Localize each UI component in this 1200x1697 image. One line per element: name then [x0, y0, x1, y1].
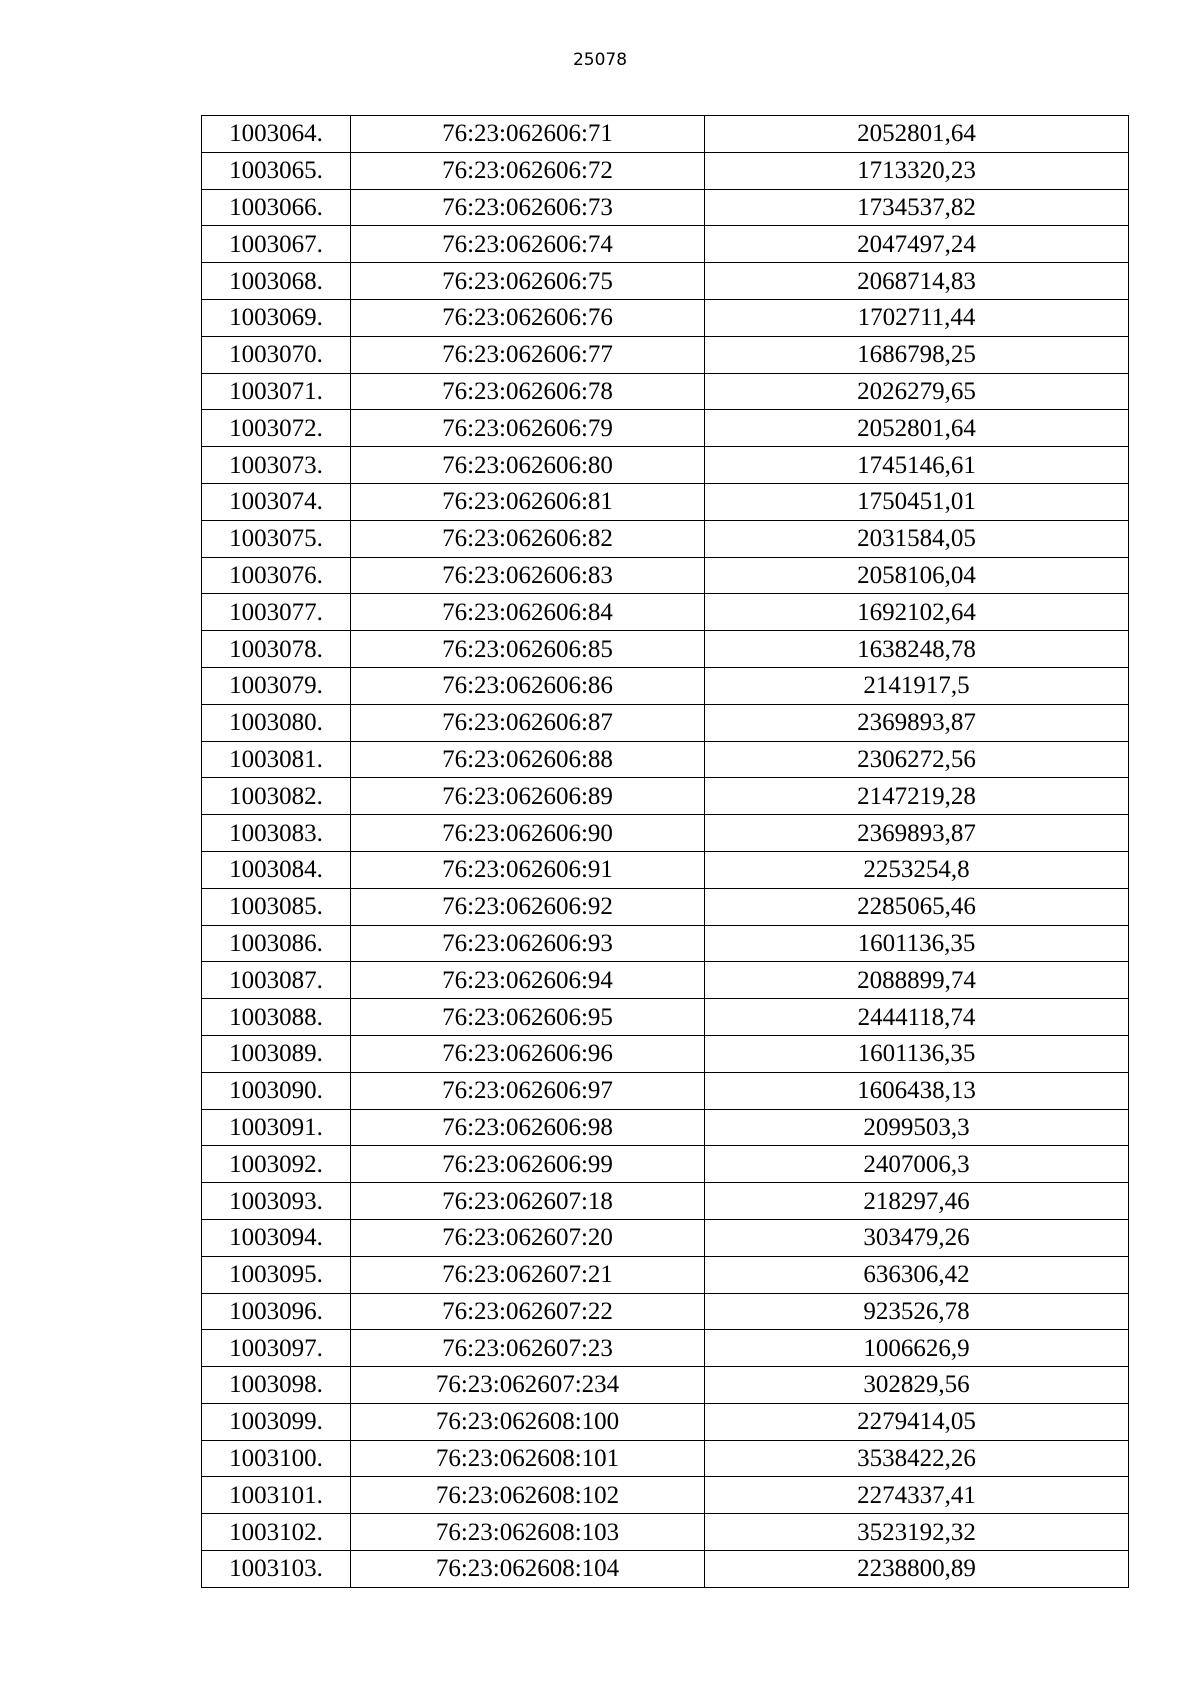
- table-row: [202, 410, 1129, 447]
- table-row: [202, 667, 1129, 704]
- row-number-cell: 1003064.: [202, 116, 351, 153]
- cadastral-value-cell: 3538422,26: [705, 1440, 1129, 1477]
- table-row: [202, 1514, 1129, 1551]
- cadastral-value-cell: 218297,46: [705, 1183, 1129, 1220]
- cadastral-number-cell: 76:23:062606:86: [351, 667, 705, 704]
- table-row: [202, 520, 1129, 557]
- cadastral-value-cell: 1702711,44: [705, 299, 1129, 336]
- cadastral-number-cell: 76:23:062606:97: [351, 1072, 705, 1109]
- cadastral-value-cell: 1006626,9: [705, 1330, 1129, 1367]
- cadastral-value-cell: 1745146,61: [705, 447, 1129, 484]
- table-row: [202, 1035, 1129, 1072]
- table-row: [202, 116, 1129, 153]
- cadastral-value-cell: 2147219,28: [705, 778, 1129, 815]
- cadastral-value-cell: 2369893,87: [705, 815, 1129, 852]
- cadastral-number-cell: 76:23:062608:101: [351, 1440, 705, 1477]
- row-number-cell: 1003067.: [202, 226, 351, 263]
- table-row: [202, 263, 1129, 300]
- table-row: [202, 704, 1129, 741]
- cadastral-number-cell: 76:23:062606:92: [351, 888, 705, 925]
- cadastral-number-cell: 76:23:062606:93: [351, 925, 705, 962]
- row-number-cell: 1003079.: [202, 667, 351, 704]
- row-number-cell: 1003095.: [202, 1256, 351, 1293]
- cadastral-value-cell: 302829,56: [705, 1367, 1129, 1404]
- cadastral-value-cell: 2285065,46: [705, 888, 1129, 925]
- table-row: [202, 1256, 1129, 1293]
- cadastral-value-cell: 2238800,89: [705, 1551, 1129, 1588]
- cadastral-value-cell: 2407006,3: [705, 1146, 1129, 1183]
- cadastral-number-cell: 76:23:062606:91: [351, 851, 705, 888]
- table-row: [202, 925, 1129, 962]
- row-number-cell: 1003069.: [202, 299, 351, 336]
- table-row: [202, 1183, 1129, 1220]
- row-number-cell: 1003103.: [202, 1551, 351, 1588]
- cadastral-number-cell: 76:23:062607:18: [351, 1183, 705, 1220]
- cadastral-number-cell: 76:23:062606:87: [351, 704, 705, 741]
- row-number-cell: 1003100.: [202, 1440, 351, 1477]
- cadastral-value-cell: 2047497,24: [705, 226, 1129, 263]
- cadastral-number-cell: 76:23:062606:77: [351, 336, 705, 373]
- row-number-cell: 1003076.: [202, 557, 351, 594]
- row-number-cell: 1003089.: [202, 1035, 351, 1072]
- cadastral-value-cell: 2369893,87: [705, 704, 1129, 741]
- cadastral-value-cell: 1734537,82: [705, 189, 1129, 226]
- cadastral-number-cell: 76:23:062606:73: [351, 189, 705, 226]
- table-row: [202, 1440, 1129, 1477]
- row-number-cell: 1003074.: [202, 483, 351, 520]
- table-row: [202, 999, 1129, 1036]
- cadastral-value-cell: 1606438,13: [705, 1072, 1129, 1109]
- cadastral-value-cell: 3523192,32: [705, 1514, 1129, 1551]
- cadastral-number-cell: 76:23:062606:85: [351, 631, 705, 668]
- row-number-cell: 1003082.: [202, 778, 351, 815]
- row-number-cell: 1003087.: [202, 962, 351, 999]
- table-row: [202, 1146, 1129, 1183]
- row-number-cell: 1003102.: [202, 1514, 351, 1551]
- table-row: [202, 226, 1129, 263]
- cadastral-value-cell: 1692102,64: [705, 594, 1129, 631]
- row-number-cell: 1003085.: [202, 888, 351, 925]
- row-number-cell: 1003066.: [202, 189, 351, 226]
- cadastral-number-cell: 76:23:062607:21: [351, 1256, 705, 1293]
- cadastral-value-cell: 923526,78: [705, 1293, 1129, 1330]
- row-number-cell: 1003086.: [202, 925, 351, 962]
- cadastral-value-cell: 2141917,5: [705, 667, 1129, 704]
- row-number-cell: 1003078.: [202, 631, 351, 668]
- row-number-cell: 1003075.: [202, 520, 351, 557]
- cadastral-number-cell: 76:23:062606:76: [351, 299, 705, 336]
- cadastral-number-cell: 76:23:062606:83: [351, 557, 705, 594]
- row-number-cell: 1003081.: [202, 741, 351, 778]
- cadastral-value-cell: 2444118,74: [705, 999, 1129, 1036]
- cadastral-number-cell: 76:23:062606:89: [351, 778, 705, 815]
- cadastral-number-cell: 76:23:062608:103: [351, 1514, 705, 1551]
- table-row: [202, 373, 1129, 410]
- cadastral-number-cell: 76:23:062608:104: [351, 1551, 705, 1588]
- table-row: [202, 1072, 1129, 1109]
- cadastral-value-cell: 1601136,35: [705, 1035, 1129, 1072]
- cadastral-value-cell: 1601136,35: [705, 925, 1129, 962]
- cadastral-value-cell: 2099503,3: [705, 1109, 1129, 1146]
- table-row: [202, 336, 1129, 373]
- cadastral-number-cell: 76:23:062606:88: [351, 741, 705, 778]
- table-row: [202, 631, 1129, 668]
- table-row: [202, 815, 1129, 852]
- cadastral-value-cell: 303479,26: [705, 1219, 1129, 1256]
- cadastral-value-cell: 2052801,64: [705, 410, 1129, 447]
- cadastral-number-cell: 76:23:062606:98: [351, 1109, 705, 1146]
- table-row: [202, 1109, 1129, 1146]
- table-row: [202, 1367, 1129, 1404]
- cadastral-value-cell: 1713320,23: [705, 152, 1129, 189]
- row-number-cell: 1003068.: [202, 263, 351, 300]
- cadastral-number-cell: 76:23:062607:234: [351, 1367, 705, 1404]
- cadastral-number-cell: 76:23:062606:78: [351, 373, 705, 410]
- row-number-cell: 1003091.: [202, 1109, 351, 1146]
- table-row: [202, 888, 1129, 925]
- cadastral-value-cell: 2068714,83: [705, 263, 1129, 300]
- cadastral-number-cell: 76:23:062606:82: [351, 520, 705, 557]
- cadastral-value-table: [201, 115, 1129, 1588]
- row-number-cell: 1003101.: [202, 1477, 351, 1514]
- cadastral-value-cell: 2031584,05: [705, 520, 1129, 557]
- cadastral-value-cell: 2052801,64: [705, 116, 1129, 153]
- cadastral-value-cell: 2306272,56: [705, 741, 1129, 778]
- table-body: [202, 116, 1129, 1588]
- cadastral-value-cell: 2253254,8: [705, 851, 1129, 888]
- row-number-cell: 1003065.: [202, 152, 351, 189]
- row-number-cell: 1003090.: [202, 1072, 351, 1109]
- cadastral-value-cell: 1750451,01: [705, 483, 1129, 520]
- row-number-cell: 1003088.: [202, 999, 351, 1036]
- cadastral-number-cell: 76:23:062606:79: [351, 410, 705, 447]
- cadastral-value-cell: 1638248,78: [705, 631, 1129, 668]
- table-row: [202, 1403, 1129, 1440]
- row-number-cell: 1003099.: [202, 1403, 351, 1440]
- cadastral-number-cell: 76:23:062606:94: [351, 962, 705, 999]
- cadastral-value-cell: 2058106,04: [705, 557, 1129, 594]
- cadastral-number-cell: 76:23:062606:72: [351, 152, 705, 189]
- cadastral-number-cell: 76:23:062606:84: [351, 594, 705, 631]
- page-number: 25078: [572, 50, 628, 70]
- table-row: [202, 1219, 1129, 1256]
- row-number-cell: 1003084.: [202, 851, 351, 888]
- row-number-cell: 1003070.: [202, 336, 351, 373]
- cadastral-number-cell: 76:23:062606:81: [351, 483, 705, 520]
- table-row: [202, 741, 1129, 778]
- cadastral-value-cell: 2279414,05: [705, 1403, 1129, 1440]
- row-number-cell: 1003071.: [202, 373, 351, 410]
- table-row: [202, 851, 1129, 888]
- cadastral-number-cell: 76:23:062607:23: [351, 1330, 705, 1367]
- row-number-cell: 1003077.: [202, 594, 351, 631]
- table-row: [202, 962, 1129, 999]
- cadastral-number-cell: 76:23:062606:71: [351, 116, 705, 153]
- table-row: [202, 778, 1129, 815]
- table-row: [202, 557, 1129, 594]
- row-number-cell: 1003073.: [202, 447, 351, 484]
- cadastral-value-cell: 636306,42: [705, 1256, 1129, 1293]
- row-number-cell: 1003096.: [202, 1293, 351, 1330]
- cadastral-number-cell: 76:23:062606:75: [351, 263, 705, 300]
- cadastral-value-cell: 1686798,25: [705, 336, 1129, 373]
- cadastral-number-cell: 76:23:062608:102: [351, 1477, 705, 1514]
- table-row: [202, 594, 1129, 631]
- table-row: [202, 1293, 1129, 1330]
- cadastral-value-cell: 2026279,65: [705, 373, 1129, 410]
- table-row: [202, 189, 1129, 226]
- table-row: [202, 483, 1129, 520]
- cadastral-number-cell: 76:23:062606:74: [351, 226, 705, 263]
- cadastral-number-cell: 76:23:062606:90: [351, 815, 705, 852]
- cadastral-number-cell: 76:23:062606:99: [351, 1146, 705, 1183]
- table-row: [202, 447, 1129, 484]
- row-number-cell: 1003097.: [202, 1330, 351, 1367]
- cadastral-number-cell: 76:23:062606:95: [351, 999, 705, 1036]
- cadastral-value-cell: 2088899,74: [705, 962, 1129, 999]
- cadastral-number-cell: 76:23:062608:100: [351, 1403, 705, 1440]
- table-row: [202, 299, 1129, 336]
- cadastral-number-cell: 76:23:062606:80: [351, 447, 705, 484]
- table-row: [202, 152, 1129, 189]
- row-number-cell: 1003098.: [202, 1367, 351, 1404]
- table-row: [202, 1330, 1129, 1367]
- row-number-cell: 1003093.: [202, 1183, 351, 1220]
- cadastral-number-cell: 76:23:062607:22: [351, 1293, 705, 1330]
- row-number-cell: 1003072.: [202, 410, 351, 447]
- row-number-cell: 1003094.: [202, 1219, 351, 1256]
- cadastral-value-cell: 2274337,41: [705, 1477, 1129, 1514]
- cadastral-number-cell: 76:23:062607:20: [351, 1219, 705, 1256]
- row-number-cell: 1003080.: [202, 704, 351, 741]
- table-row: [202, 1551, 1129, 1588]
- row-number-cell: 1003092.: [202, 1146, 351, 1183]
- row-number-cell: 1003083.: [202, 815, 351, 852]
- cadastral-number-cell: 76:23:062606:96: [351, 1035, 705, 1072]
- table-row: [202, 1477, 1129, 1514]
